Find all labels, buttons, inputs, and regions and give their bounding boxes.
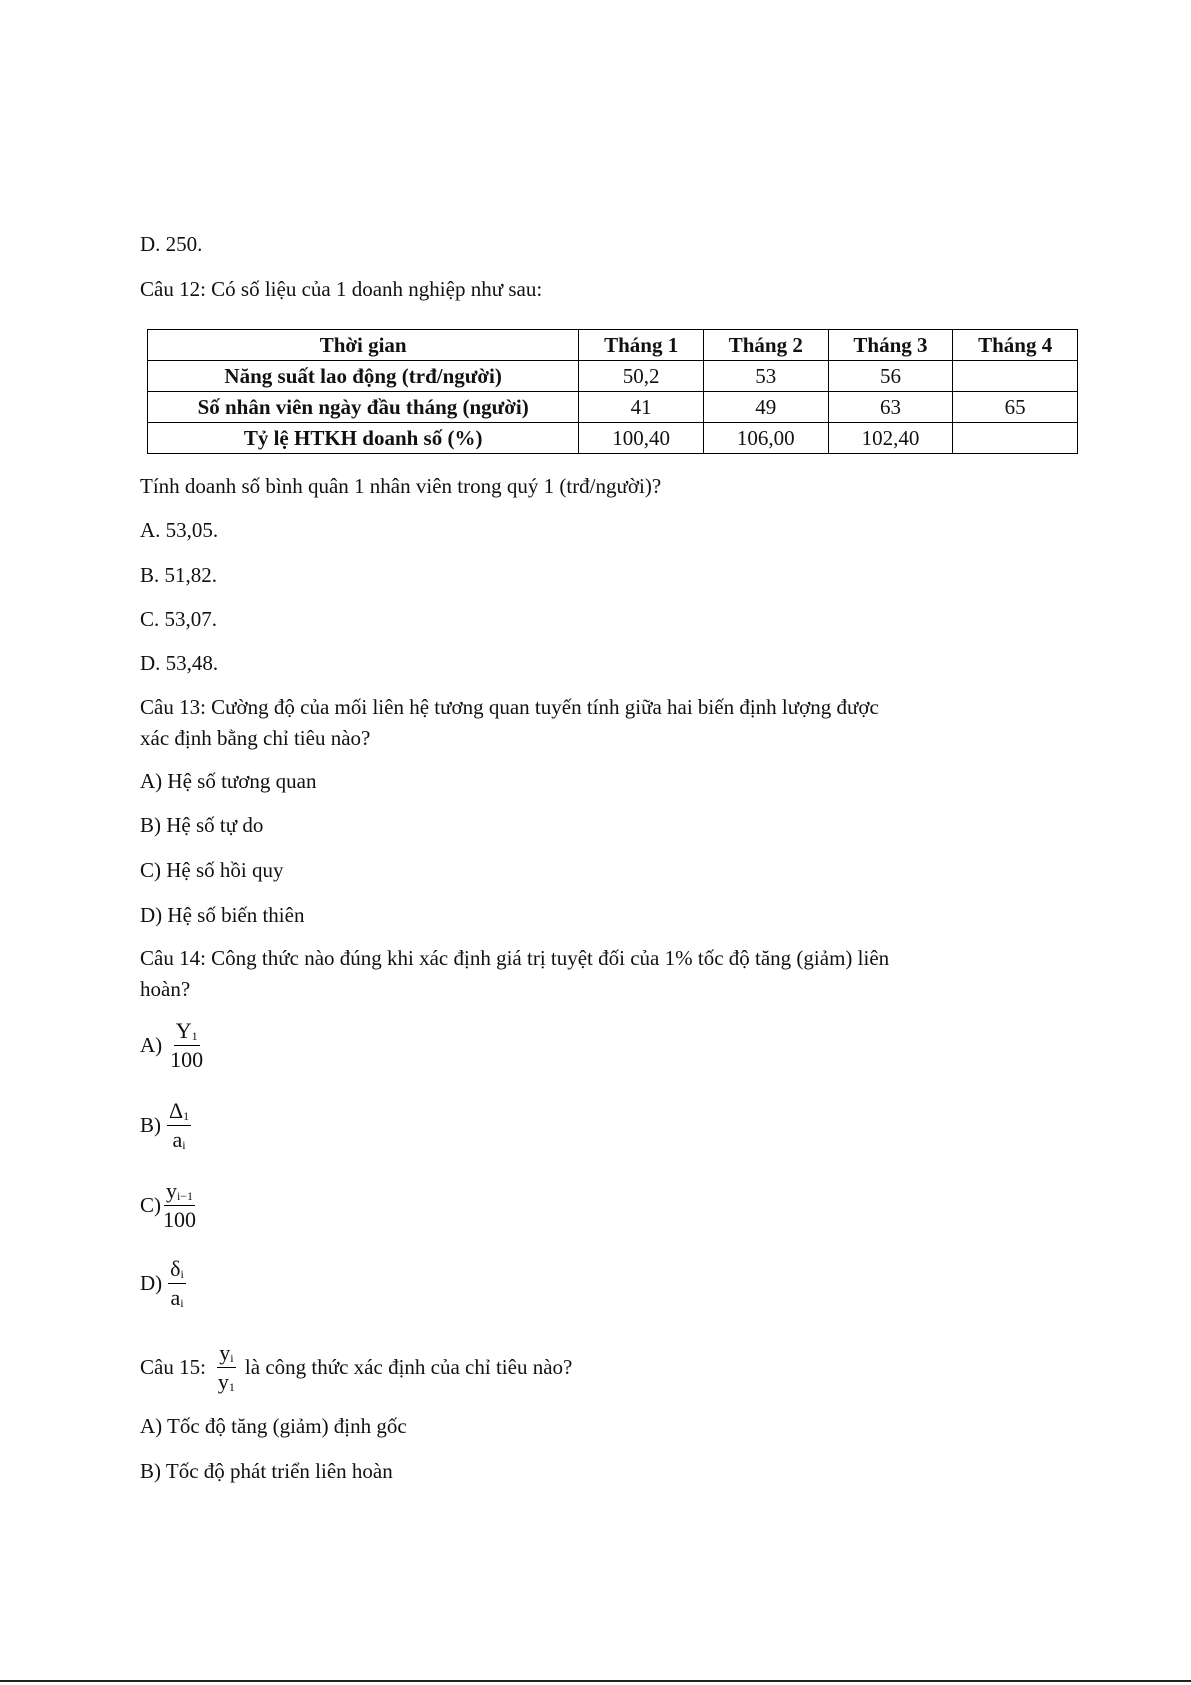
table-cell: 100,40 bbox=[579, 423, 704, 454]
table-row-label: Tỷ lệ HTKH doanh số (%) bbox=[148, 423, 579, 454]
table-header-cell: Thời gian bbox=[148, 330, 579, 361]
option-a-formula bbox=[140, 1020, 205, 1071]
table-header-cell: Tháng 3 bbox=[828, 330, 953, 361]
option-d: D) Hệ số biến thiên bbox=[140, 903, 305, 927]
table-row bbox=[148, 361, 1078, 392]
option-c: C) Hệ số hồi quy bbox=[140, 858, 284, 882]
denominator-subscript: 1 bbox=[228, 1380, 235, 1394]
table-cell: 106,00 bbox=[703, 423, 828, 454]
page-bottom-divider bbox=[0, 1680, 1191, 1682]
option-label: D) bbox=[140, 1271, 163, 1295]
previous-option-d: D. 250. bbox=[140, 232, 203, 256]
question-15-prefix: Câu 15: bbox=[140, 1355, 206, 1379]
question-14-line-2: hoàn? bbox=[140, 977, 191, 1001]
fraction bbox=[161, 1180, 198, 1231]
option-b: B) Hệ số tự do bbox=[140, 813, 264, 837]
question-14-text bbox=[140, 943, 1010, 1005]
table-header-cell: Tháng 4 bbox=[953, 330, 1078, 361]
option-d-formula bbox=[140, 1258, 186, 1309]
fraction bbox=[216, 1342, 237, 1393]
table-cell: 49 bbox=[703, 392, 828, 423]
fraction bbox=[168, 1258, 186, 1309]
denominator: 100 bbox=[170, 1047, 204, 1072]
option-a: A) Hệ số tương quan bbox=[140, 769, 317, 793]
table-cell: 53 bbox=[703, 361, 828, 392]
option-b: B) Tốc độ phát triển liên hoàn bbox=[140, 1459, 393, 1483]
denominator: a bbox=[172, 1127, 183, 1152]
table-cell: 56 bbox=[828, 361, 953, 392]
numerator: y bbox=[219, 1340, 231, 1365]
denominator-subscript: i bbox=[182, 1138, 186, 1152]
numerator-subscript: 1 bbox=[183, 1109, 190, 1123]
numerator-subscript: i bbox=[180, 1267, 184, 1281]
table-header-cell: Tháng 2 bbox=[703, 330, 828, 361]
fraction bbox=[168, 1020, 205, 1071]
table-cell: 65 bbox=[953, 392, 1078, 423]
numerator-subscript: i−1 bbox=[176, 1189, 194, 1203]
table-row bbox=[148, 392, 1078, 423]
option-a: A. 53,05. bbox=[140, 518, 219, 542]
table-cell: 41 bbox=[579, 392, 704, 423]
question-13-text bbox=[140, 692, 1010, 754]
table-row bbox=[148, 423, 1078, 454]
fraction bbox=[167, 1100, 191, 1151]
question-15-suffix: là công thức xác định của chỉ tiêu nào? bbox=[244, 1355, 573, 1379]
option-c: C. 53,07. bbox=[140, 607, 218, 631]
option-a: A) Tốc độ tăng (giảm) định gốc bbox=[140, 1414, 407, 1438]
denominator: 100 bbox=[163, 1207, 196, 1232]
numerator-subscript: i bbox=[230, 1351, 234, 1365]
numerator-subscript: 1 bbox=[191, 1029, 198, 1043]
option-label: C) bbox=[140, 1193, 161, 1217]
option-b-formula bbox=[140, 1100, 191, 1151]
question-12-title: Câu 12: Có số liệu của 1 doanh nghiệp như sau: bbox=[140, 277, 543, 301]
table-cell bbox=[953, 423, 1078, 454]
denominator: y bbox=[217, 1369, 229, 1394]
question-12-text: Tính doanh số bình quân 1 nhân viên trong quý 1 (trđ/người)? bbox=[140, 474, 662, 498]
numerator: Δ bbox=[169, 1098, 184, 1123]
option-label: B) bbox=[140, 1113, 161, 1137]
table-cell: 102,40 bbox=[828, 423, 953, 454]
question-13-line-2: xác định bằng chỉ tiêu nào? bbox=[140, 726, 371, 750]
table-header-cell: Tháng 1 bbox=[579, 330, 704, 361]
option-b: B. 51,82. bbox=[140, 563, 218, 587]
numerator: δ bbox=[170, 1256, 181, 1281]
table-row-label: Năng suất lao động (trđ/người) bbox=[148, 361, 579, 392]
denominator-subscript: i bbox=[180, 1296, 184, 1310]
table-cell bbox=[953, 361, 1078, 392]
numerator: y bbox=[165, 1178, 177, 1203]
question-15-text bbox=[140, 1342, 572, 1393]
numerator: Y bbox=[175, 1018, 192, 1043]
table-header-row bbox=[148, 330, 1078, 361]
data-table bbox=[147, 329, 1078, 454]
table-row-label: Số nhân viên ngày đầu tháng (người) bbox=[148, 392, 579, 423]
table-cell: 63 bbox=[828, 392, 953, 423]
option-d: D. 53,48. bbox=[140, 651, 219, 675]
option-c-formula bbox=[140, 1180, 198, 1231]
option-label: A) bbox=[140, 1033, 163, 1057]
question-14-line-1: Câu 14: Công thức nào đúng khi xác định giá trị tuyệt đối của 1% tốc độ tăng (giảm) liên bbox=[140, 946, 890, 970]
denominator: a bbox=[170, 1285, 181, 1310]
table-cell: 50,2 bbox=[579, 361, 704, 392]
question-13-line-1: Câu 13: Cường độ của mối liên hệ tương quan tuyến tính giữa hai biến định lượng được bbox=[140, 695, 879, 719]
